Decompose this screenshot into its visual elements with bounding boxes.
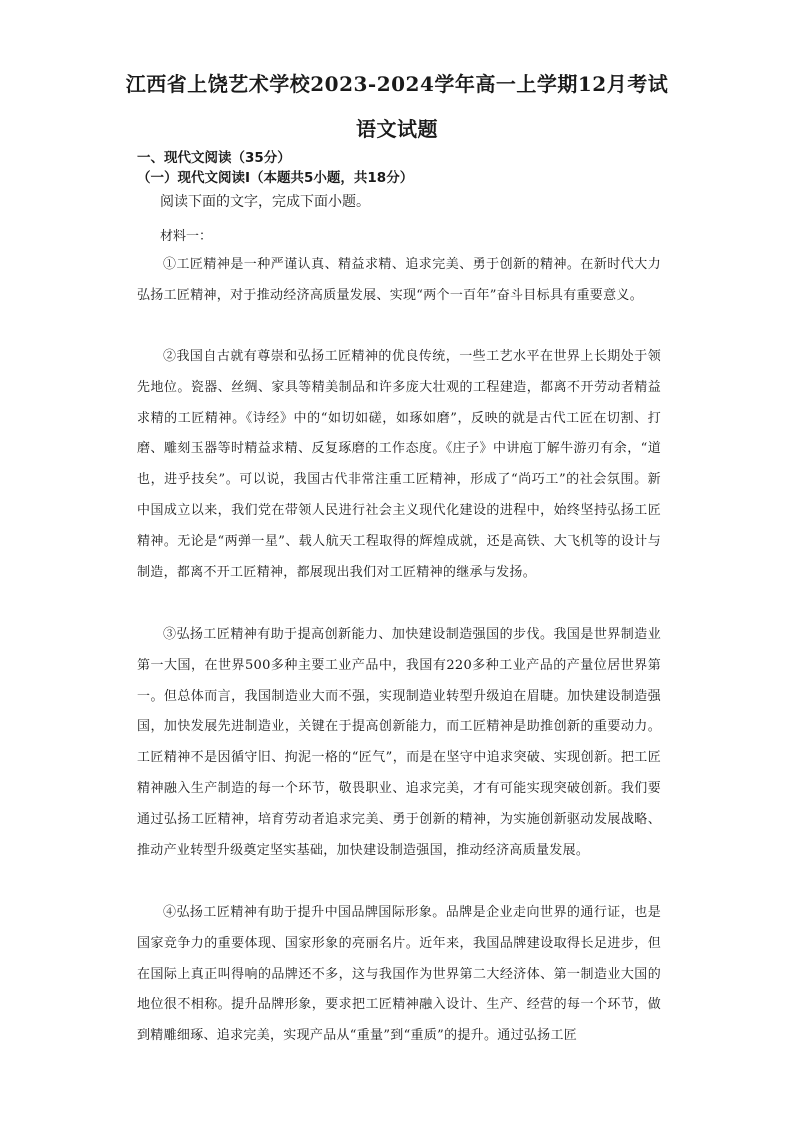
document-subtitle: 语文试题 xyxy=(356,117,438,141)
paragraph-1: ①工匠精神是一种严谨认真、精益求精、追求完美、勇于创新的精神。在新时代大力弘扬工匠精神，对于推动经济高质量发展、实现“两个一百年”奋斗目标具有重要意义。 xyxy=(137,257,661,303)
section-heading: 一、现代文阅读（35分） xyxy=(137,150,291,166)
paragraph-3: ③弘扬工匠精神有助于提高创新能力、加快建设制造强国的步伐。我国是世界制造业第一大国，在世界500多种主要工业产品中，我国有220多种工业产品的产量位居世界第一。但总体而言，我国制造业大而不强，实现制造业转型升级迫在眉睫。加快建设制造强国，加快发展先进制造业，关键在于提高创新能力，而工匠精神是助推创新的重要动力。工匠精神不是因循守旧、拘泥一格的“匠气”，而是在坚守中追求突破、实现创新。把工匠精神融入生产制造的每一个环节，敬畏职业、追求完美，才有可能实现突破创新。我们要通过弘扬工匠精神，培育劳动者追求完美、勇于创新的精神，为实施创新驱动发展战略、推动产业转型升级奠定坚实基础，加快建设制造强国，推动经济高质量发展。 xyxy=(137,627,661,858)
paragraph-2: ②我国自古就有尊崇和弘扬工匠精神的优良传统，一些工艺水平在世界上长期处于领先地位。瓷器、丝绸、家具等精美制品和许多庞大壮观的工程建造，都离不开劳动者精益求精的工匠精神。《诗经》中的“如切如磋，如琢如磨”，反映的就是古代工匠在切割、打磨、雕刻玉器等时精益求精、反复琢磨的工作态度。《庄子》中讲庖丁解牛游刃有余，“道也，进乎技矣”。可以说，我国古代非常注重工匠精神，形成了“尚巧工”的社会氛围。新中国成立以来，我们党在带领人民进行社会主义现代化建设的进程中，始终坚持弘扬工匠精神。无论是“两弹一星”、载人航天工程取得的辉煌成就，还是高铁、大飞机等的设计与制造，都离不开工匠精神，都展现出我们对工匠精神的继承与发扬。 xyxy=(137,349,661,580)
reading-instruction: 阅读下面的文字，完成下面小题。 xyxy=(160,194,370,210)
material-label: 材料一： xyxy=(160,229,213,244)
paragraph-4: ④弘扬工匠精神有助于提升中国品牌国际形象。品牌是企业走向世界的通行证，也是国家竞争力的重要体现、国家形象的亮丽名片。近年来，我国品牌建设取得长足进步，但在国际上真正叫得响的品牌还不多，这与我国作为世界第二大经济体、第一制造业大国的地位很不相称。提升品牌形象，要求把工匠精神融入设计、生产、经营的每一个环节，做到精雕细琢、追求完美，实现产品从“重量”到“重质”的提升。通过弘扬工匠 xyxy=(137,905,661,1044)
document-title: 江西省上饶艺术学校2023-2024学年高一上学期12月考试 xyxy=(125,72,669,96)
subsection-heading: （一）现代文阅读Ⅰ（本题共5小题，共18分） xyxy=(137,170,414,186)
